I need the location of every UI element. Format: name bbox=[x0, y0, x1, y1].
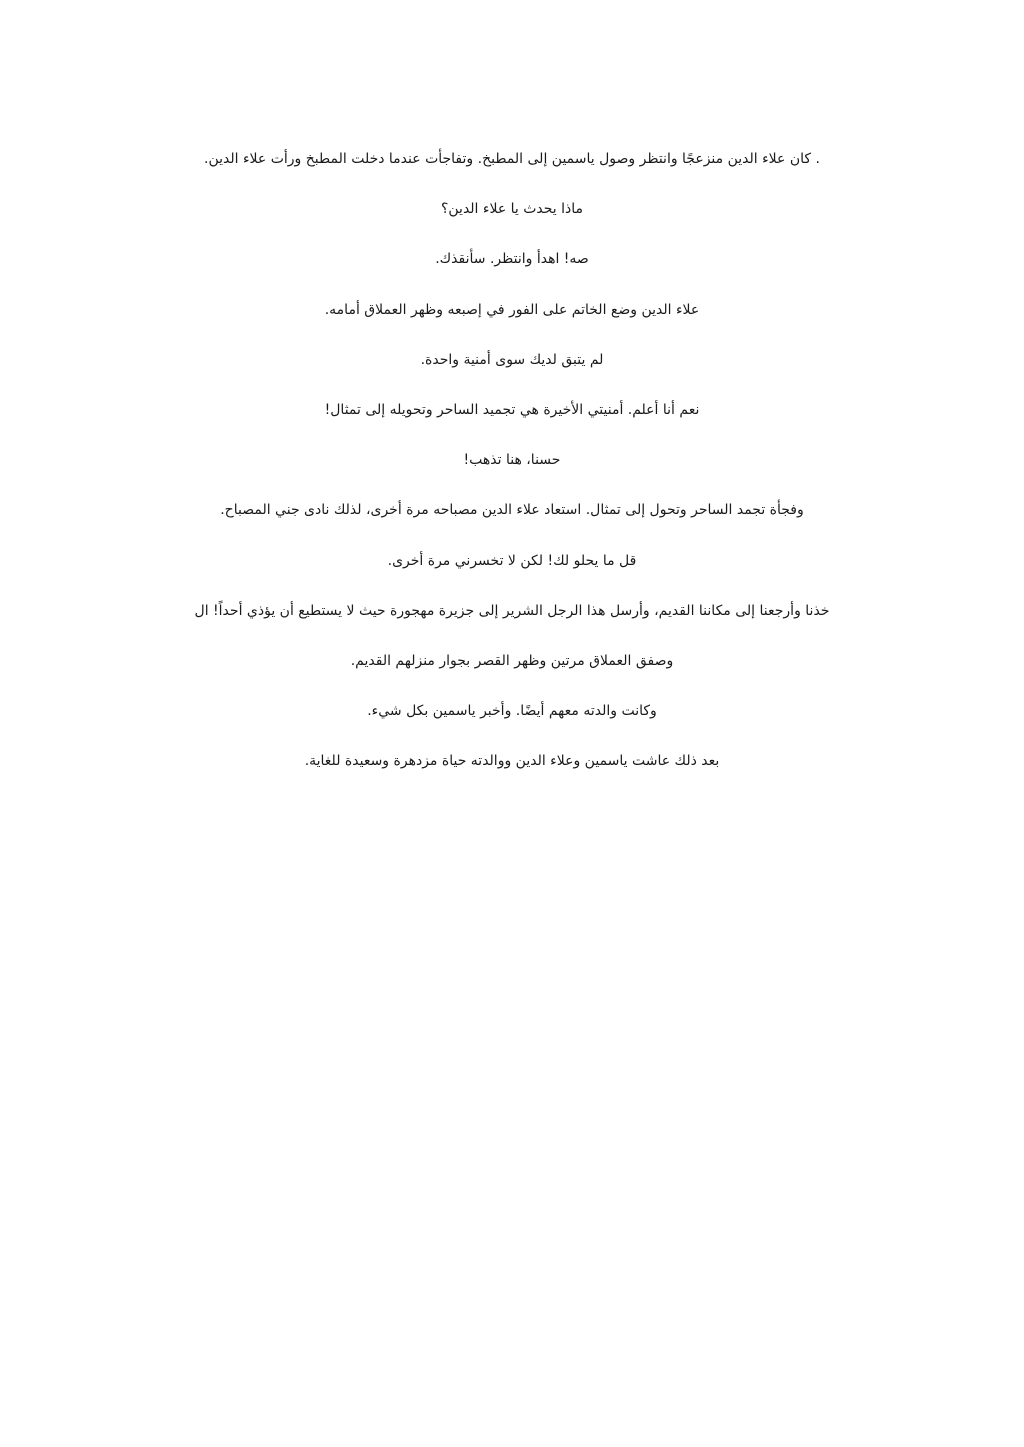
paragraph-9: قل ما يحلو لك! لكن لا تخسرني مرة أخرى. bbox=[387, 552, 637, 569]
paragraph-2: ماذا يحدث يا علاء الدين؟ bbox=[440, 201, 584, 218]
paragraph-13: بعد ذلك عاشت ياسمين وعلاء الدين ووالدته حياة مزدهرة وسعيدة للغاية. bbox=[304, 753, 720, 770]
paragraph-1: . كان علاء الدين منزعجًا وانتظر وصول ياسمين إلى المطبخ. وتفاجأت عندما دخلت المطبخ ورأت علاء الدين. bbox=[204, 151, 820, 167]
story-text bbox=[120, 147, 904, 799]
paragraph-8: وفجأة تجمد الساحر وتحول إلى تمثال. استعاد علاء الدين مصباحه مرة أخرى، لذلك نادى جني المصباح. bbox=[220, 502, 804, 519]
paragraph-5: لم يتبق لديك سوى أمنية واحدة. bbox=[420, 351, 604, 368]
paragraph-7: حسنا، هنا تذهب! bbox=[463, 452, 561, 469]
paragraph-12: وكانت والدته معهم أيضًا. وأخبر ياسمين بكل شيء. bbox=[367, 703, 657, 720]
paragraph-10: خذنا وأرجعنا إلى مكاننا القديم، وأرسل هذا الرجل الشرير إلى جزيرة مهجورة حيث لا يستطيع أن يؤذي أحداً! ال bbox=[194, 602, 830, 619]
paragraph-3: صه! اهدأ وانتظر. سأنقذك. bbox=[435, 251, 589, 268]
paragraph-6: نعم أنا أعلم. أمنيتي الأخيرة هي تجميد الساحر وتحويله إلى تمثال! bbox=[324, 401, 700, 418]
paragraph-4: علاء الدين وضع الخاتم على الفور في إصبعه وظهر العملاق أمامه. bbox=[324, 301, 700, 318]
paragraph-11: وصفق العملاق مرتين وظهر القصر بجوار منزلهم القديم. bbox=[350, 652, 674, 669]
